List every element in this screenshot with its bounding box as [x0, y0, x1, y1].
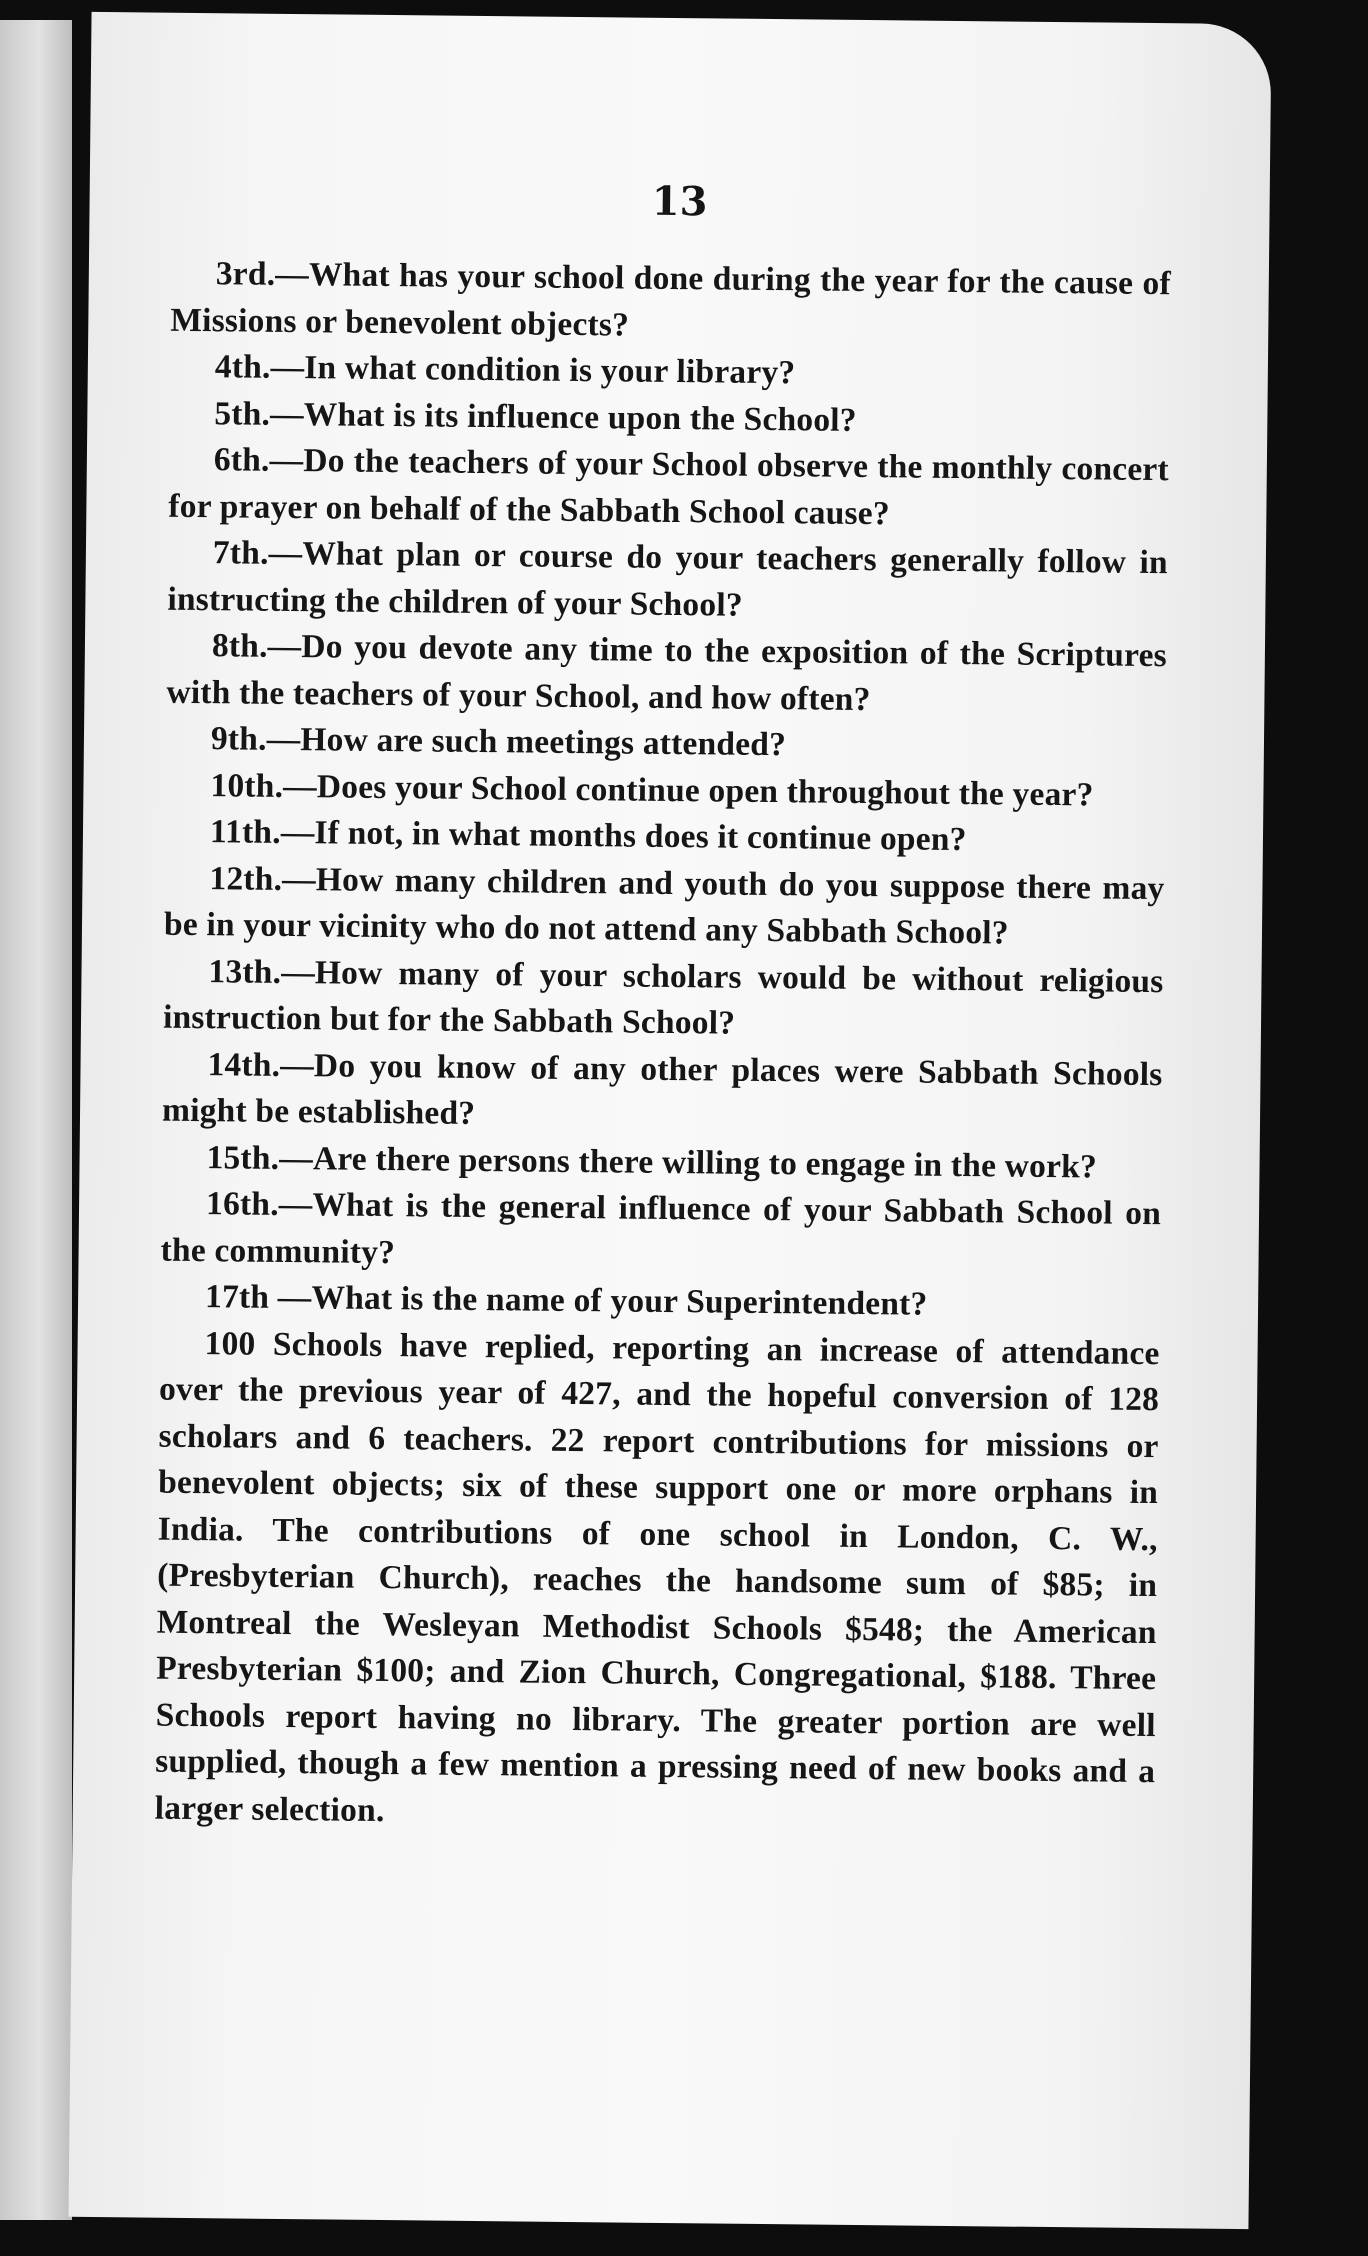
paragraph-question-15: 15th.—Are there persons there willing to engage in the work? — [206, 1138, 1098, 1185]
page-number: 13 — [651, 177, 708, 226]
page-text — [155, 251, 1172, 1842]
paragraph-question-17: 17th —What is the name of your Superintendent? — [204, 1278, 928, 1323]
paragraph-question-12: 12th.—How many children and youth do you suppose there may be in your vicinity who do not attend any Sabbath School? — [163, 859, 1165, 952]
paragraph-question-14: 14th.—Do you know of any other places were Sabbath Schools might be established? — [161, 1045, 1163, 1132]
paragraph-question-9: 9th.—How are such meetings attended? — [210, 720, 787, 764]
paragraph-question-11: 11th.—If not, in what months does it continue open? — [209, 813, 967, 859]
paragraph-question-3: 3rd.—What has your school done during the year for the cause of Missions or benevolent objects? — [170, 255, 1171, 344]
paragraph-question-10: 10th.—Does your School continue open throughout the year? — [210, 766, 1094, 813]
paragraph-question-13: 13th.—How many of your scholars would be without religious instruction but for the Sabbath School? — [162, 952, 1164, 1042]
paragraph-question-8: 8th.—Do you devote any time to the exposition of the Scriptures with the teachers of your School, and how often? — [166, 627, 1168, 718]
paragraph-question-5: 5th.—What is its influence upon the School? — [214, 394, 857, 439]
paragraph-report-summary: 100 Schools have replied, reporting an increase of attendance over the previous year of 427, and the hopeful conversion of 128 scholars and 6 teachers. 22 report contributions for missions or benevolent objects; six of these support one or more orphans in India. The contributions of one school in London, C. W., (Presbyterian Church), reaches the handsome sum of $85; in Montreal the Wesleyan Methodist Schools $548; the American Presbyterian $100; and Zion Church, Congregational, $188. Three Schools report having no library. The greater portion are well supplied, though a few mention a pressing need of new books and a larger selection. — [154, 1324, 1160, 1829]
facing-page-edge — [0, 20, 72, 2220]
paragraph-question-16: 16th.—What is the general influence of your Sabbath School on the community? — [160, 1185, 1162, 1271]
paragraph-question-6: 6th.—Do the teachers of your School observe the monthly concert for prayer on behalf of the Sabbath School cause? — [168, 441, 1170, 532]
paragraph-question-7: 7th.—What plan or course do your teachers generally follow in instructing the children of your School? — [167, 534, 1169, 624]
paragraph-question-4: 4th.—In what condition is your library? — [214, 348, 796, 392]
book-page — [68, 12, 1271, 2229]
